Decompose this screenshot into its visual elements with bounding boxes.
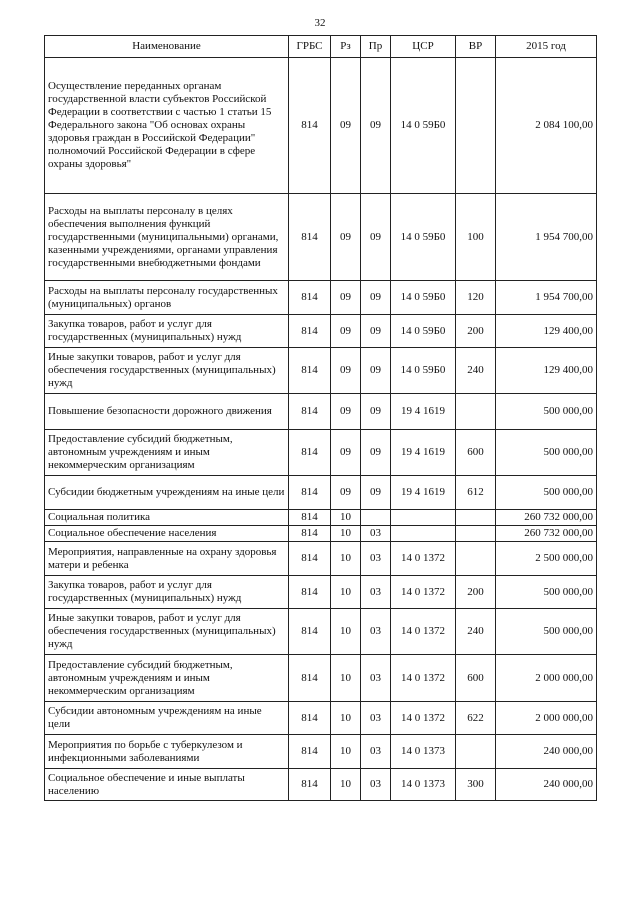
row-pr: 03 <box>361 735 391 769</box>
row-vr <box>456 58 496 194</box>
row-grbs: 814 <box>289 735 331 769</box>
row-grbs: 814 <box>289 476 331 510</box>
row-name: Иные закупки товаров, работ и услуг для обеспечения государственных (муниципальных) нужд <box>45 348 289 394</box>
row-pr: 03 <box>361 576 391 609</box>
row-grbs: 814 <box>289 281 331 315</box>
row-grbs: 814 <box>289 576 331 609</box>
row-vr <box>456 510 496 526</box>
row-pr: 03 <box>361 702 391 735</box>
table-header-row <box>45 36 597 58</box>
row-rz: 10 <box>331 576 361 609</box>
row-grbs: 814 <box>289 430 331 476</box>
row-csr: 19 4 1619 <box>391 430 456 476</box>
row-csr: 14 0 59Б0 <box>391 348 456 394</box>
row-rz: 09 <box>331 394 361 430</box>
row-name: Предоставление субсидий бюджетным, автономным учреждениям и иным некоммерческим организациям <box>45 655 289 702</box>
row-csr: 14 0 59Б0 <box>391 315 456 348</box>
row-rz: 09 <box>331 476 361 510</box>
row-csr <box>391 526 456 542</box>
row-rz: 09 <box>331 281 361 315</box>
row-grbs: 814 <box>289 609 331 655</box>
row-vr: 612 <box>456 476 496 510</box>
row-amount: 500 000,00 <box>496 576 597 609</box>
budget-table <box>44 35 597 801</box>
row-grbs: 814 <box>289 702 331 735</box>
row-grbs: 814 <box>289 348 331 394</box>
row-rz: 10 <box>331 702 361 735</box>
row-rz: 10 <box>331 769 361 801</box>
row-amount: 2 084 100,00 <box>496 58 597 194</box>
row-csr: 14 0 59Б0 <box>391 194 456 281</box>
table-row <box>45 655 597 702</box>
header-vr: ВР <box>456 36 496 58</box>
table-row <box>45 315 597 348</box>
row-name: Субсидии автономным учреждениям на иные цели <box>45 702 289 735</box>
row-pr: 03 <box>361 655 391 702</box>
row-vr: 120 <box>456 281 496 315</box>
row-name: Закупка товаров, работ и услуг для государственных (муниципальных) нужд <box>45 315 289 348</box>
row-csr: 14 0 1373 <box>391 735 456 769</box>
row-csr: 14 0 1373 <box>391 769 456 801</box>
table-row <box>45 394 597 430</box>
table-row <box>45 609 597 655</box>
row-name: Предоставление субсидий бюджетным, автономным учреждениям и иным некоммерческим организациям <box>45 430 289 476</box>
row-name: Расходы на выплаты персоналу государственных (муниципальных) органов <box>45 281 289 315</box>
row-grbs: 814 <box>289 510 331 526</box>
row-rz: 09 <box>331 315 361 348</box>
row-grbs: 814 <box>289 315 331 348</box>
row-amount: 129 400,00 <box>496 348 597 394</box>
page-number: 32 <box>314 17 326 29</box>
table-row <box>45 735 597 769</box>
table-row <box>45 510 597 526</box>
table-row <box>45 576 597 609</box>
row-csr: 14 0 1372 <box>391 702 456 735</box>
row-name: Закупка товаров, работ и услуг для государственных (муниципальных) нужд <box>45 576 289 609</box>
row-grbs: 814 <box>289 769 331 801</box>
row-rz: 10 <box>331 526 361 542</box>
row-name: Мероприятия по борьбе с туберкулезом и инфекционными заболеваниями <box>45 735 289 769</box>
row-grbs: 814 <box>289 394 331 430</box>
row-csr <box>391 510 456 526</box>
row-pr: 09 <box>361 394 391 430</box>
row-name: Социальное обеспечение населения <box>45 526 289 542</box>
table-row <box>45 476 597 510</box>
table-row <box>45 430 597 476</box>
row-amount: 240 000,00 <box>496 735 597 769</box>
table-row <box>45 348 597 394</box>
row-rz: 10 <box>331 609 361 655</box>
row-csr: 14 0 1372 <box>391 542 456 576</box>
row-amount: 500 000,00 <box>496 430 597 476</box>
row-vr: 300 <box>456 769 496 801</box>
row-amount: 2 000 000,00 <box>496 655 597 702</box>
row-rz: 10 <box>331 542 361 576</box>
row-name: Расходы на выплаты персоналу в целях обеспечения выполнения функций государственными (муниципальными) органами, казенными учреждениями, органами управления государственными внебюджетными фондами <box>45 194 289 281</box>
header-name: Наименование <box>45 36 289 58</box>
row-vr: 240 <box>456 348 496 394</box>
row-rz: 09 <box>331 194 361 281</box>
row-name: Повышение безопасности дорожного движения <box>45 394 289 430</box>
row-vr: 600 <box>456 655 496 702</box>
row-amount: 500 000,00 <box>496 609 597 655</box>
row-pr: 09 <box>361 430 391 476</box>
row-pr: 09 <box>361 194 391 281</box>
header-grbs: ГРБС <box>289 36 331 58</box>
row-pr <box>361 510 391 526</box>
row-name: Осуществление переданных органам государственной власти субъектов Российской Федерации в соответствии с частью 1 статьи 15 Федерального закона "Об основах охраны здоровья граждан в Российской Федерации" полномочий Российской Федерации в сфере охраны здоровья" <box>45 58 289 194</box>
row-pr: 03 <box>361 769 391 801</box>
row-vr <box>456 542 496 576</box>
row-vr <box>456 526 496 542</box>
row-name: Социальная политика <box>45 510 289 526</box>
row-amount: 260 732 000,00 <box>496 526 597 542</box>
header-rz: Рз <box>331 36 361 58</box>
row-name: Социальное обеспечение и иные выплаты населению <box>45 769 289 801</box>
row-pr: 09 <box>361 348 391 394</box>
row-name: Субсидии бюджетным учреждениям на иные цели <box>45 476 289 510</box>
table-row <box>45 769 597 801</box>
row-pr: 09 <box>361 281 391 315</box>
header-year: 2015 год <box>496 36 597 58</box>
table-row <box>45 526 597 542</box>
row-grbs: 814 <box>289 194 331 281</box>
row-csr: 14 0 59Б0 <box>391 58 456 194</box>
row-vr: 200 <box>456 576 496 609</box>
row-csr: 19 4 1619 <box>391 476 456 510</box>
row-grbs: 814 <box>289 58 331 194</box>
row-vr: 200 <box>456 315 496 348</box>
row-rz: 09 <box>331 430 361 476</box>
row-pr: 03 <box>361 526 391 542</box>
row-grbs: 814 <box>289 542 331 576</box>
row-csr: 14 0 1372 <box>391 609 456 655</box>
row-vr: 100 <box>456 194 496 281</box>
header-csr: ЦСР <box>391 36 456 58</box>
row-amount: 1 954 700,00 <box>496 194 597 281</box>
row-grbs: 814 <box>289 655 331 702</box>
row-vr: 600 <box>456 430 496 476</box>
row-pr: 09 <box>361 476 391 510</box>
row-pr: 09 <box>361 58 391 194</box>
row-amount: 2 500 000,00 <box>496 542 597 576</box>
table-row <box>45 702 597 735</box>
row-rz: 10 <box>331 655 361 702</box>
row-pr: 03 <box>361 609 391 655</box>
row-grbs: 814 <box>289 526 331 542</box>
header-pr: Пр <box>361 36 391 58</box>
row-name: Мероприятия, направленные на охрану здоровья матери и ребенка <box>45 542 289 576</box>
row-rz: 09 <box>331 58 361 194</box>
row-csr: 14 0 59Б0 <box>391 281 456 315</box>
row-csr: 14 0 1372 <box>391 655 456 702</box>
row-amount: 129 400,00 <box>496 315 597 348</box>
row-vr <box>456 735 496 769</box>
row-pr: 03 <box>361 542 391 576</box>
row-amount: 1 954 700,00 <box>496 281 597 315</box>
table-row <box>45 281 597 315</box>
row-csr: 19 4 1619 <box>391 394 456 430</box>
row-csr: 14 0 1372 <box>391 576 456 609</box>
row-vr <box>456 394 496 430</box>
row-vr: 240 <box>456 609 496 655</box>
row-amount: 240 000,00 <box>496 769 597 801</box>
table-row <box>45 58 597 194</box>
row-amount: 500 000,00 <box>496 394 597 430</box>
row-name: Иные закупки товаров, работ и услуг для обеспечения государственных (муниципальных) нужд <box>45 609 289 655</box>
row-rz: 10 <box>331 735 361 769</box>
row-rz: 10 <box>331 510 361 526</box>
row-vr: 622 <box>456 702 496 735</box>
row-pr: 09 <box>361 315 391 348</box>
row-rz: 09 <box>331 348 361 394</box>
table-row <box>45 194 597 281</box>
row-amount: 2 000 000,00 <box>496 702 597 735</box>
table-row <box>45 542 597 576</box>
row-amount: 260 732 000,00 <box>496 510 597 526</box>
row-amount: 500 000,00 <box>496 476 597 510</box>
